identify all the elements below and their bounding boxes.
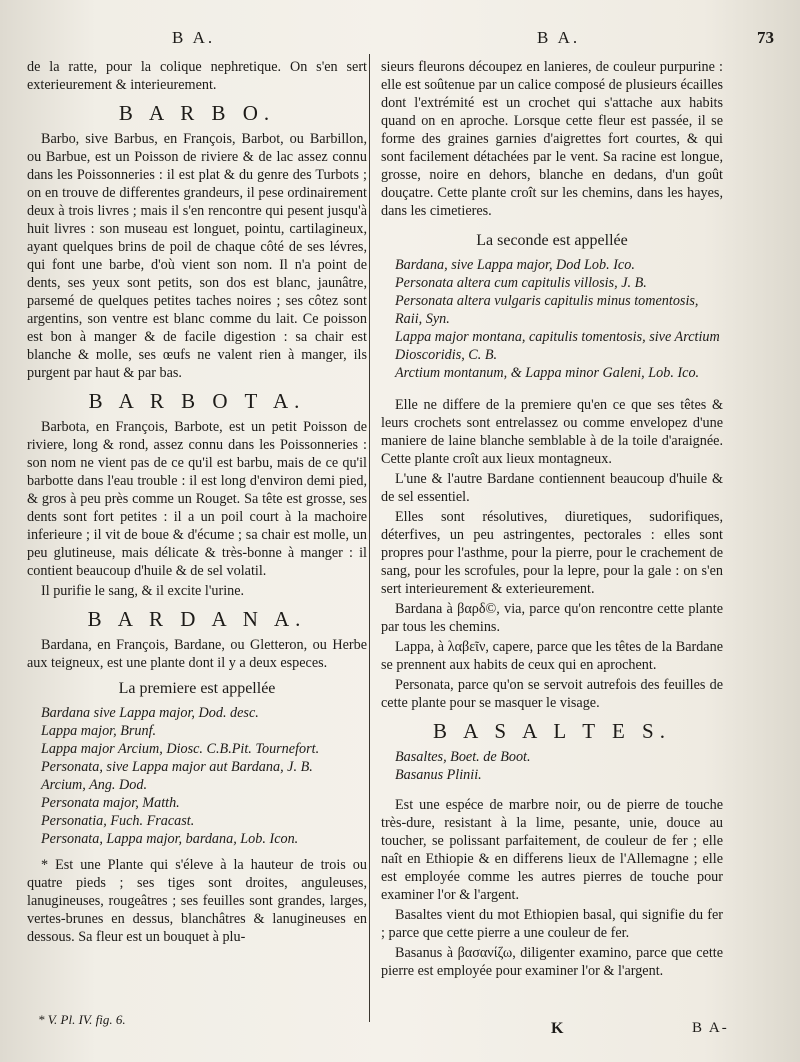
second-species-subtitle: La seconde est appellée <box>476 232 628 249</box>
synonym-line: Personata, sive Lappa major aut Bardana, J. B. <box>41 759 313 775</box>
barbota-text: Barbota, en François, Barbote, est un petit Poisson de riviere, long & rond, assez connu dans les Poissonneries : son nom ne vient pas de ce qu'il est barbu, mais de ce qu'il barbotte dans l'eau trouble : il est long d'environ demi pied, & gros à peu près comme un Rouget. Sa tête est grosse, ses dents sont fort petites : il a un poil court à la machoire inferieure ; il vit de boue & d'écume ; sa chair est molle, un peu glutineuse, mais délicate & très-bonne à manger : il contient beaucoup d'huile & de sel volatil. <box>27 419 367 579</box>
synonym-line: Basanus Plinii. <box>395 767 482 783</box>
header-middle: B A. <box>537 28 581 47</box>
bardana-description: * Est une Plante qui s'éleve à la hauteur de trois ou quatre pieds ; ses tiges sont droites, anguleuses, lanugineuses, rougeâtres ; ses feuilles sont grandes, larges, vertes-brunes en dessus, blanchâtres & lanugineuses en dessous. Sa fleur est un bouquet à plu- <box>27 857 367 945</box>
catchword: B A- <box>692 1020 729 1036</box>
synonym-line: Personata, Lappa major, bardana, Lob. Icon. <box>41 831 299 847</box>
intro-paragraph: de la ratte, pour la colique nephretique. On s'en sert exterieurement & interieurement. <box>27 59 367 93</box>
header-left: B A. <box>172 28 216 47</box>
body-paragraph: Lappa, à λαβεῖν, capere, parce que les têtes de la Bardane se prennent aux habits de ceux qui en aprochent. <box>381 639 723 673</box>
bardana-subtitle: La premiere est appellée <box>118 680 276 697</box>
synonym-line: Arcium, Ang. Dod. <box>41 777 148 793</box>
synonym-line: Bardana sive Lappa major, Dod. desc. <box>41 705 259 721</box>
body-paragraph: Elles sont résolutives, diuretiques, sudorifiques, déterfives, un peu astringentes, pectorales : elles sont propres pour l'asthme, pour la pierre, pour le crachement de sang, pour les scrofules, pour la lepre, pour la gale : on s'en sert interieurement & exterieurement. <box>381 509 723 597</box>
page-number: 73 <box>757 28 774 47</box>
synonym-line: Basaltes, Boet. de Boot. <box>395 749 531 765</box>
synonym-line: Lappa major Arcium, Diosc. C.B.Pit. Tournefort. <box>41 741 320 757</box>
synonym-line: Lappa major montana, capitulis tomentosis, sive Arctium Dioscoridis, C. B. <box>395 329 720 363</box>
bardana-text: Bardana, en François, Bardane, ou Gletteron, ou Herbe aux teigneux, est une plante dont il y a deux especes. <box>27 637 367 671</box>
synonym-line: Arctium montanum, & Lappa minor Galeni, Lob. Ico. <box>395 365 700 381</box>
footnote: * V. Pl. IV. fig. 6. <box>38 1012 126 1027</box>
synonym-line: Personata major, Matth. <box>41 795 180 811</box>
body-paragraph: Elle ne differe de la premiere qu'en ce que ses têtes & leurs crochets sont entrelassez ou comme envelopez d'une maniere de laine blanche semblable à de la toile d'araignée. Cette plante croît aux lieux montagneux. <box>381 397 723 467</box>
body-paragraph: L'une & l'autre Bardane contiennent beaucoup d'huile & de sel essentiel. <box>381 471 723 505</box>
running-header <box>0 28 800 52</box>
synonym-line: Bardana, sive Lappa major, Dod Lob. Ico. <box>395 257 635 273</box>
synonym-line: Personatia, Fuch. Fracast. <box>41 813 195 829</box>
left-column <box>27 58 367 948</box>
synonym-line: Personata altera cum capitulis villosis, J. B. <box>395 275 647 291</box>
body-paragraph: Basanus à βασανίζω, diligenter examino, parce que cette pierre est employée pour examiner l'or & l'argent. <box>381 945 723 979</box>
right-column <box>381 58 723 982</box>
body-paragraph: Est une espéce de marbre noir, ou de pierre de touche très-dure, resistant à la lime, pesante, unie, douce au toucher, se polissant parfaitement, de couleur de fer ; elle naît en Ethiopie & en differens lieux de l'Allemagne ; elle est employée comme les autres pierres de touche pour examiner l'or & l'argent. <box>381 797 723 903</box>
entry-title-basaltes: B A S A L T E S. <box>432 719 671 743</box>
barbota-text-2: Il purifie le sang, & il excite l'urine. <box>41 583 245 599</box>
body-paragraph: Bardana à βαρδ©, via, parce qu'on rencontre cette plante par tous les chemins. <box>381 601 723 635</box>
signature-mark: K <box>551 1020 564 1037</box>
synonym-line: Personata altera vulgaris capitulis minus tomentosis, Raii, Syn. <box>395 293 699 327</box>
entry-title-barbota: B A R B O T A. <box>88 389 306 413</box>
synonym-line: Lappa major, Brunf. <box>41 723 157 739</box>
body-paragraph: Basaltes vient du mot Ethiopien basal, qui signifie du fer ; parce que cette pierre a une couleur de fer. <box>381 907 723 941</box>
entry-title-bardana: B A R D A N A. <box>87 607 307 631</box>
body-paragraph: Personata, parce qu'on se servoit autrefois des feuilles de cette plante pour se masquer le visage. <box>381 677 723 711</box>
continued-paragraph: sieurs fleurons découpez en lanieres, de couleur purpurine : elle est soûtenue par un calice composé de plusieurs écailles dont l'extrémité est un crochet qui s'attache aux habits quand on en aproche. Lorsque cette fleur est passée, il se forme des graines garnies d'aigrettes fort courtes, & qui sont facilement détachées par le vent. Sa racine est longue, grosse, noire en dehors, blanche en dedans, d'un goût douçatre. Cette plante croît sur les chemins, dans les hayes, dans les cimetieres. <box>381 59 723 219</box>
column-divider <box>369 54 370 1022</box>
barbo-text: Barbo, sive Barbus, en François, Barbot, ou Barbillon, ou Barbue, est un Poisson de riviere & de lac assez connu dans les Poissonneries : il est plat & du genre des Turbots ; on en trouve de differentes grandeurs, il pese ordinairement deux à trois livres ; mais il s'en rencontre qui pesent jusqu'à huit livres : son museau est longuet, pointu, cartilagineux, ayant quelques brins de poil de chaque côté de ses lévres, qui font une barbe, d'où vient son nom. Il n'a point de dents, ses yeux sont petits, son dos est blanc, jaunâtre, parsemé de quelques petites taches noires ; ses côtez sont argentins, son ventre est blanc comme du lait. Ce poisson est bon à manger & de facile digestion : sa chair est blanche & molle, ses œufs ne valent rien à manger, ils purgent par haut & par bas. <box>27 131 367 381</box>
entry-title-barbo: B A R B O. <box>118 101 276 125</box>
